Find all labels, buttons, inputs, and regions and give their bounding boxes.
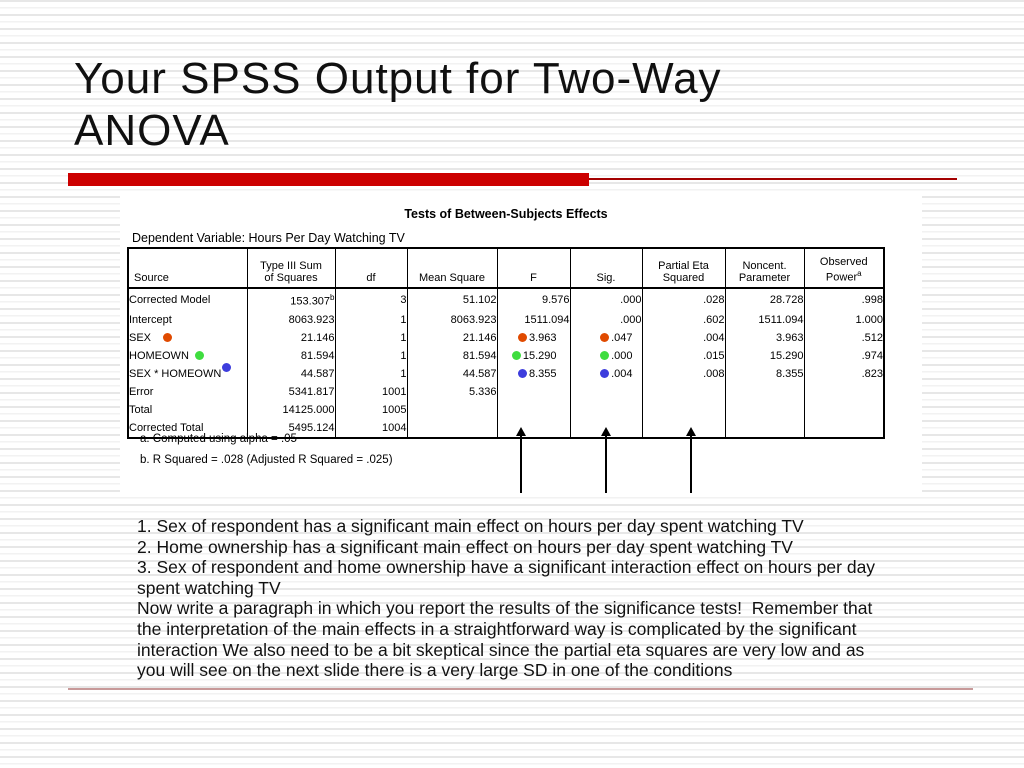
cell-eta: .008 [642, 365, 725, 383]
cell-f: 1511.094 [497, 311, 570, 329]
cell-source: Intercept [129, 313, 172, 326]
body-text-line: 1. Sex of respondent has a significant main effect on hours per day spent watching TV [137, 516, 804, 536]
body-text-line: the interpretation of the main effects in a straightforward way is complicated by the significant [137, 618, 857, 639]
cell-df: 1 [335, 311, 407, 329]
page-title-line2: ANOVA [74, 106, 230, 155]
cell-noncent: 15.290 [725, 347, 804, 365]
blue-marker-icon [518, 369, 527, 378]
cell-noncent: 3.963 [725, 329, 804, 347]
table-header-row [128, 248, 884, 288]
cell-power [804, 419, 884, 438]
title-accent-bar [68, 173, 589, 186]
cell-f [497, 419, 570, 438]
green-marker-icon [600, 351, 609, 360]
cell-power: .974 [804, 347, 884, 365]
col-header-noncent: Noncent. Parameter [725, 248, 804, 288]
cell-mean-square: 21.146 [407, 329, 497, 347]
col-header-partial-eta: Partial Eta Squared [642, 248, 725, 288]
up-arrow-sig-column-icon [605, 435, 607, 493]
cell-source: Total [129, 403, 153, 416]
anova-table [127, 247, 885, 439]
cell-f: 8.355 [497, 365, 570, 383]
cell-ss: 153.307$^b$ [247, 288, 335, 311]
cell-sig [570, 401, 642, 419]
cell-ss: 8063.923 [247, 311, 335, 329]
cell-mean-square [407, 401, 497, 419]
cell-sig: .000 [570, 347, 642, 365]
cell-sig [570, 383, 642, 401]
page-title-line1: Your SPSS Output for Two-Way [74, 54, 722, 103]
col-header-type3-sum: Type III Sum of Squares [247, 248, 335, 288]
cell-sig: .047 [570, 329, 642, 347]
cell-power [804, 383, 884, 401]
cell-f: 9.576 [497, 288, 570, 311]
cell-sig: .000 [570, 311, 642, 329]
col-header-source: Source [128, 248, 247, 288]
page-title [74, 53, 974, 157]
cell-f: 15.290 [497, 347, 570, 365]
cell-df: 1 [335, 329, 407, 347]
orange-marker-icon [600, 333, 609, 342]
footnote-a: a. Computed using alpha = .05 [140, 433, 297, 445]
cell-ss: 14125.000 [247, 401, 335, 419]
cell-eta: .004 [642, 329, 725, 347]
body-text-line: you will see on the next slide there is a very large SD in one of the conditions [137, 660, 733, 681]
body-text-line: 2. Home ownership has a significant main effect on hours per day spent watching TV [137, 536, 793, 557]
dependent-variable-label: Dependent Variable: Hours Per Day Watching TV [132, 231, 405, 245]
cell-noncent [725, 419, 804, 438]
spss-table-title: Tests of Between-Subjects Effects [404, 207, 608, 221]
cell-noncent: 8.355 [725, 365, 804, 383]
table-row-total [128, 401, 884, 419]
cell-mean-square: 5.336 [407, 383, 497, 401]
table-row-homeown [128, 347, 884, 365]
cell-power: .998 [804, 288, 884, 311]
green-marker-icon [195, 351, 204, 360]
table-row-error [128, 383, 884, 401]
cell-source: Corrected Model [129, 293, 211, 306]
cell-mean-square: 8063.923 [407, 311, 497, 329]
cell-power: .823 [804, 365, 884, 383]
cell-power: 1.000 [804, 311, 884, 329]
cell-df: 1 [335, 365, 407, 383]
body-text [137, 516, 875, 681]
cell-df: 1001 [335, 383, 407, 401]
cell-sig: .004 [570, 365, 642, 383]
cell-ss: 5495.124 [247, 419, 335, 438]
cell-source: HOMEOWN [128, 347, 247, 365]
cell-df: 1 [335, 347, 407, 365]
table-row-sex [128, 329, 884, 347]
cell-mean-square [407, 419, 497, 438]
cell-source: Corrected Total [129, 421, 204, 434]
body-text-line: Now write a paragraph in which you report the results of the significance tests! Remember that [137, 598, 873, 619]
bottom-divider-line [68, 688, 973, 690]
cell-ss: 5341.817 [247, 383, 335, 401]
cell-ss: 44.587 [247, 365, 335, 383]
cell-source: SEX * HOMEOWN [128, 365, 247, 383]
cell-eta: .602 [642, 311, 725, 329]
cell-sig: .000 [570, 288, 642, 311]
table-row-intercept [128, 311, 884, 329]
footnote-b: b. R Squared = .028 (Adjusted R Squared = .025) [140, 454, 393, 466]
up-arrow-eta-column-icon [690, 435, 692, 493]
orange-marker-icon [518, 333, 527, 342]
cell-eta [642, 419, 725, 438]
cell-df: 3 [335, 288, 407, 311]
up-arrow-f-column-icon [520, 435, 522, 493]
cell-eta: .015 [642, 347, 725, 365]
cell-eta: .028 [642, 288, 725, 311]
cell-source: SEX [128, 329, 247, 347]
col-header-observed-power: Observed Power$^a$ [804, 248, 884, 288]
cell-noncent [725, 383, 804, 401]
col-header-f: F [497, 248, 570, 288]
blue-marker-icon [600, 369, 609, 378]
body-text-line: spent watching TV [137, 577, 281, 598]
spss-output-panel [120, 195, 922, 495]
col-header-df: df [335, 248, 407, 288]
cell-eta [642, 383, 725, 401]
cell-noncent: 1511.094 [725, 311, 804, 329]
col-header-mean-square: Mean Square [407, 248, 497, 288]
cell-noncent: 28.728 [725, 288, 804, 311]
cell-ss: 21.146 [247, 329, 335, 347]
cell-f [497, 401, 570, 419]
table-row-sex-homeown [128, 365, 884, 383]
cell-mean-square: 51.102 [407, 288, 497, 311]
cell-df: 1005 [335, 401, 407, 419]
cell-eta [642, 401, 725, 419]
cell-power [804, 401, 884, 419]
table-row-corrected-model [128, 288, 884, 311]
cell-mean-square: 44.587 [407, 365, 497, 383]
cell-power: .512 [804, 329, 884, 347]
cell-source: Error [129, 385, 154, 398]
title-accent-line [589, 178, 957, 180]
cell-df: 1004 [335, 419, 407, 438]
cell-f [497, 383, 570, 401]
orange-marker-icon [163, 333, 172, 342]
body-text-line: interaction We also need to be a bit skeptical since the partial eta squares are very low and as [137, 639, 865, 660]
col-header-sig: Sig. [570, 248, 642, 288]
cell-ss: 81.594 [247, 347, 335, 365]
cell-mean-square: 81.594 [407, 347, 497, 365]
body-text-line: 3. Sex of respondent and home ownership have a significant interaction effect on hours per day [137, 557, 876, 578]
blue-marker-icon [222, 363, 231, 372]
green-marker-icon [512, 351, 521, 360]
cell-noncent [725, 401, 804, 419]
cell-f: 3.963 [497, 329, 570, 347]
